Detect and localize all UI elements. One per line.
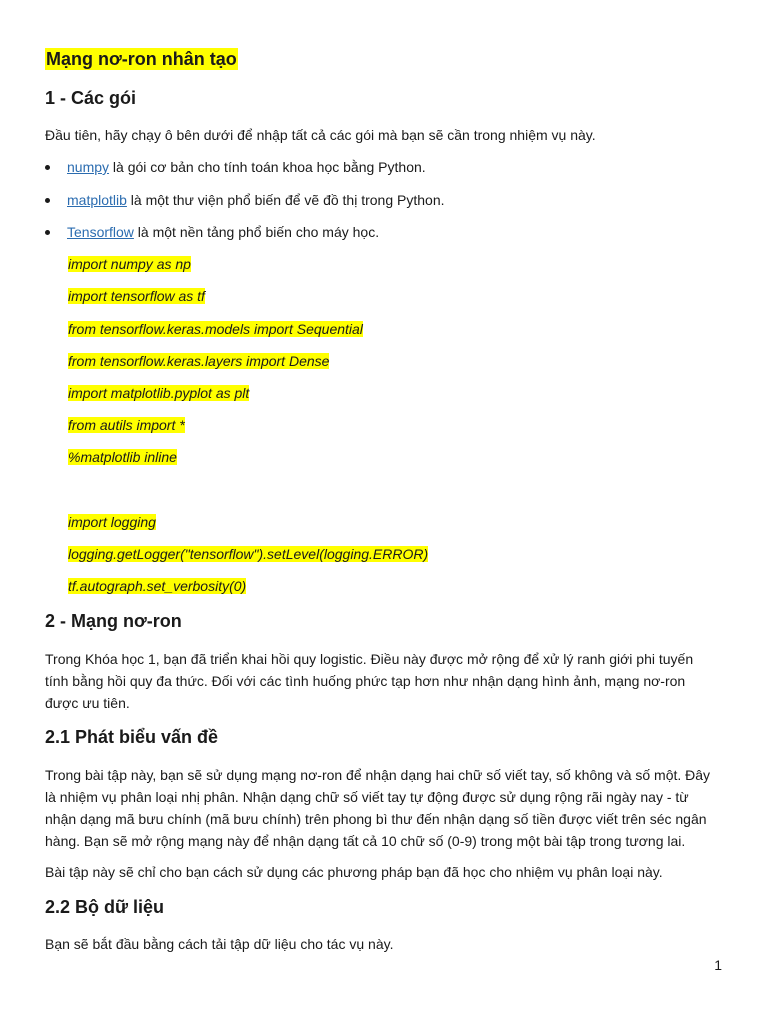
document-title: Mạng nơ-ron nhân tạo [46, 49, 237, 69]
bullet-matplotlib [67, 189, 445, 211]
code-line: logging.getLogger("tensorflow").setLevel(logging.ERROR) [68, 546, 429, 562]
numpy-link[interactable]: numpy [67, 159, 110, 175]
section-2-paragraph-line: tính bằng hồi quy đa thức. Đối với các tình huống phức tạp hơn như nhận dạng hình ảnh, mạng nơ-ron [45, 673, 686, 689]
section-2-1-paragraph-line: hàng. Bạn sẽ mở rộng mạng này để nhận dạng tất cả 10 chữ số (0-9) trong một bài tập trong tương lai. [45, 833, 686, 849]
bullet-text: là một thư viện phổ biến để vẽ đồ thị trong Python. [126, 192, 445, 208]
code-line: import logging [68, 514, 156, 530]
section-2-1-paragraph-line: là nhiệm vụ phân loại nhị phân. Nhận dạng chữ số viết tay tự động được sử dụng rộng rãi ngày nay - từ [45, 789, 689, 805]
tensorflow-link[interactable]: Tensorflow [67, 224, 134, 240]
bullet-dot [45, 198, 50, 203]
section-2-1-paragraph-line: nhận dạng mã bưu chính (mã bưu chính) trên phong bì thư đến nhận dạng số tiền được viết trên séc ngân [45, 811, 707, 827]
bullet-tensorflow [67, 221, 379, 243]
section-1-heading: 1 - Các gói [45, 88, 137, 108]
bullet-dot [45, 230, 50, 235]
bullet-text: là một nền tảng phổ biến cho máy học. [133, 224, 380, 240]
code-line: import matplotlib.pyplot as plt [68, 385, 250, 401]
section-2-2-paragraph: Bạn sẽ bắt đầu bằng cách tải tập dữ liệu cho tác vụ này. [45, 936, 394, 952]
section-2-1-paragraph-2: Bài tập này sẽ chỉ cho bạn cách sử dụng các phương pháp bạn đã học cho nhiệm vụ phân loại này. [45, 864, 663, 880]
section-2-paragraph-line: được ưu tiên. [45, 695, 130, 711]
code-line: tf.autograph.set_verbosity(0) [68, 578, 247, 594]
section-2-1-heading: 2.1 Phát biểu vấn đề [45, 727, 219, 747]
section-2-1-paragraph-line: Trong bài tập này, bạn sẽ sử dụng mạng nơ-ron để nhận dạng hai chữ số viết tay, số không và số một. Đây [45, 767, 711, 783]
bullet-text: là gói cơ bản cho tính toán khoa học bằng Python. [109, 159, 426, 175]
section-1-intro: Đầu tiên, hãy chạy ô bên dưới để nhập tất cả các gói mà bạn sẽ cần trong nhiệm vụ này. [45, 127, 596, 143]
code-line: from tensorflow.keras.models import Sequential [68, 321, 363, 337]
page-number: 1 [714, 957, 722, 973]
section-2-heading: 2 - Mạng nơ-ron [45, 611, 182, 631]
section-2-paragraph-line: Trong Khóa học 1, bạn đã triển khai hồi quy logistic. Điều này được mở rộng để xử lý ranh giới phi tuyến [45, 651, 694, 667]
code-line: import numpy as np [68, 256, 191, 272]
code-line: from autils import * [68, 417, 185, 433]
bullet-dot [45, 165, 50, 170]
bullet-numpy [67, 156, 426, 178]
section-2-2-heading: 2.2 Bộ dữ liệu [45, 897, 165, 917]
code-line: from tensorflow.keras.layers import Dense [68, 353, 330, 369]
code-line: import tensorflow as tf [68, 288, 205, 304]
code-line: %matplotlib inline [68, 449, 177, 465]
matplotlib-link[interactable]: matplotlib [67, 192, 127, 208]
